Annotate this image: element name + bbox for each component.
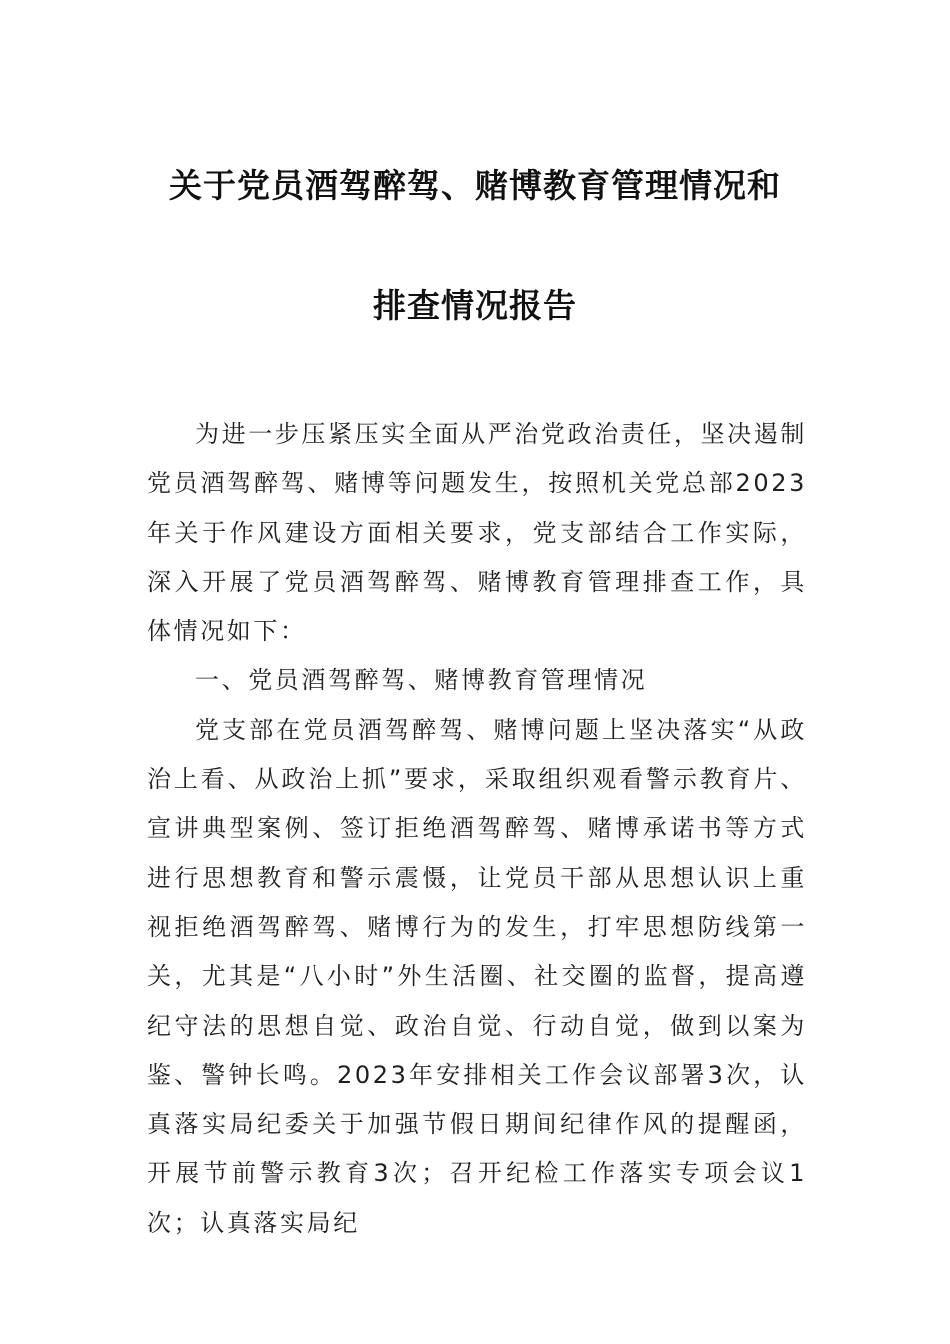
document-title-line-1: 关于党员酒驾醉驾、赌博教育管理情况和 <box>169 166 781 205</box>
document-title-line-2: 排查情况报告 <box>373 286 577 325</box>
paragraph-intro: 为进一步压紧压实全面从严治党政治责任，坚决遏制党员酒驾醉驾、赌博等问题发生，按照机关党总部2023年关于作风建设方面相关要求，党支部结合工作实际，深入开展了党员酒驾醉驾、赌博教育管理排查工作，具体情况如下： <box>147 420 807 646</box>
section-heading-1: 一、党员酒驾醉驾、赌博教育管理情况 <box>195 666 648 695</box>
document-body <box>147 410 807 1248</box>
paragraph-section-1: 党支部在党员酒驾醉驾、赌博问题上坚决落实“从政治上看、从政治上抓”要求，采取组织观看警示教育片、宣讲典型案例、签订拒绝酒驾醉驾、赌博承诺书等方式进行思想教育和警示震慑，让党员干部从思想认识上重视拒绝酒驾醉驾、赌博行为的发生，打牢思想防线第一关，尤其是“八小时”外生活圈、社交圈的监督，提高遵纪守法的思想自觉、政治自觉、行动自觉，做到以案为鉴、警钟长鸣。2023年安排相关工作会议部署3次，认真落实局纪委关于加强节假日期间纪律作风的提醒函，开展节前警示教育3次；召开纪检工作落实专项会议1次；认真落实局纪 <box>147 715 807 1237</box>
